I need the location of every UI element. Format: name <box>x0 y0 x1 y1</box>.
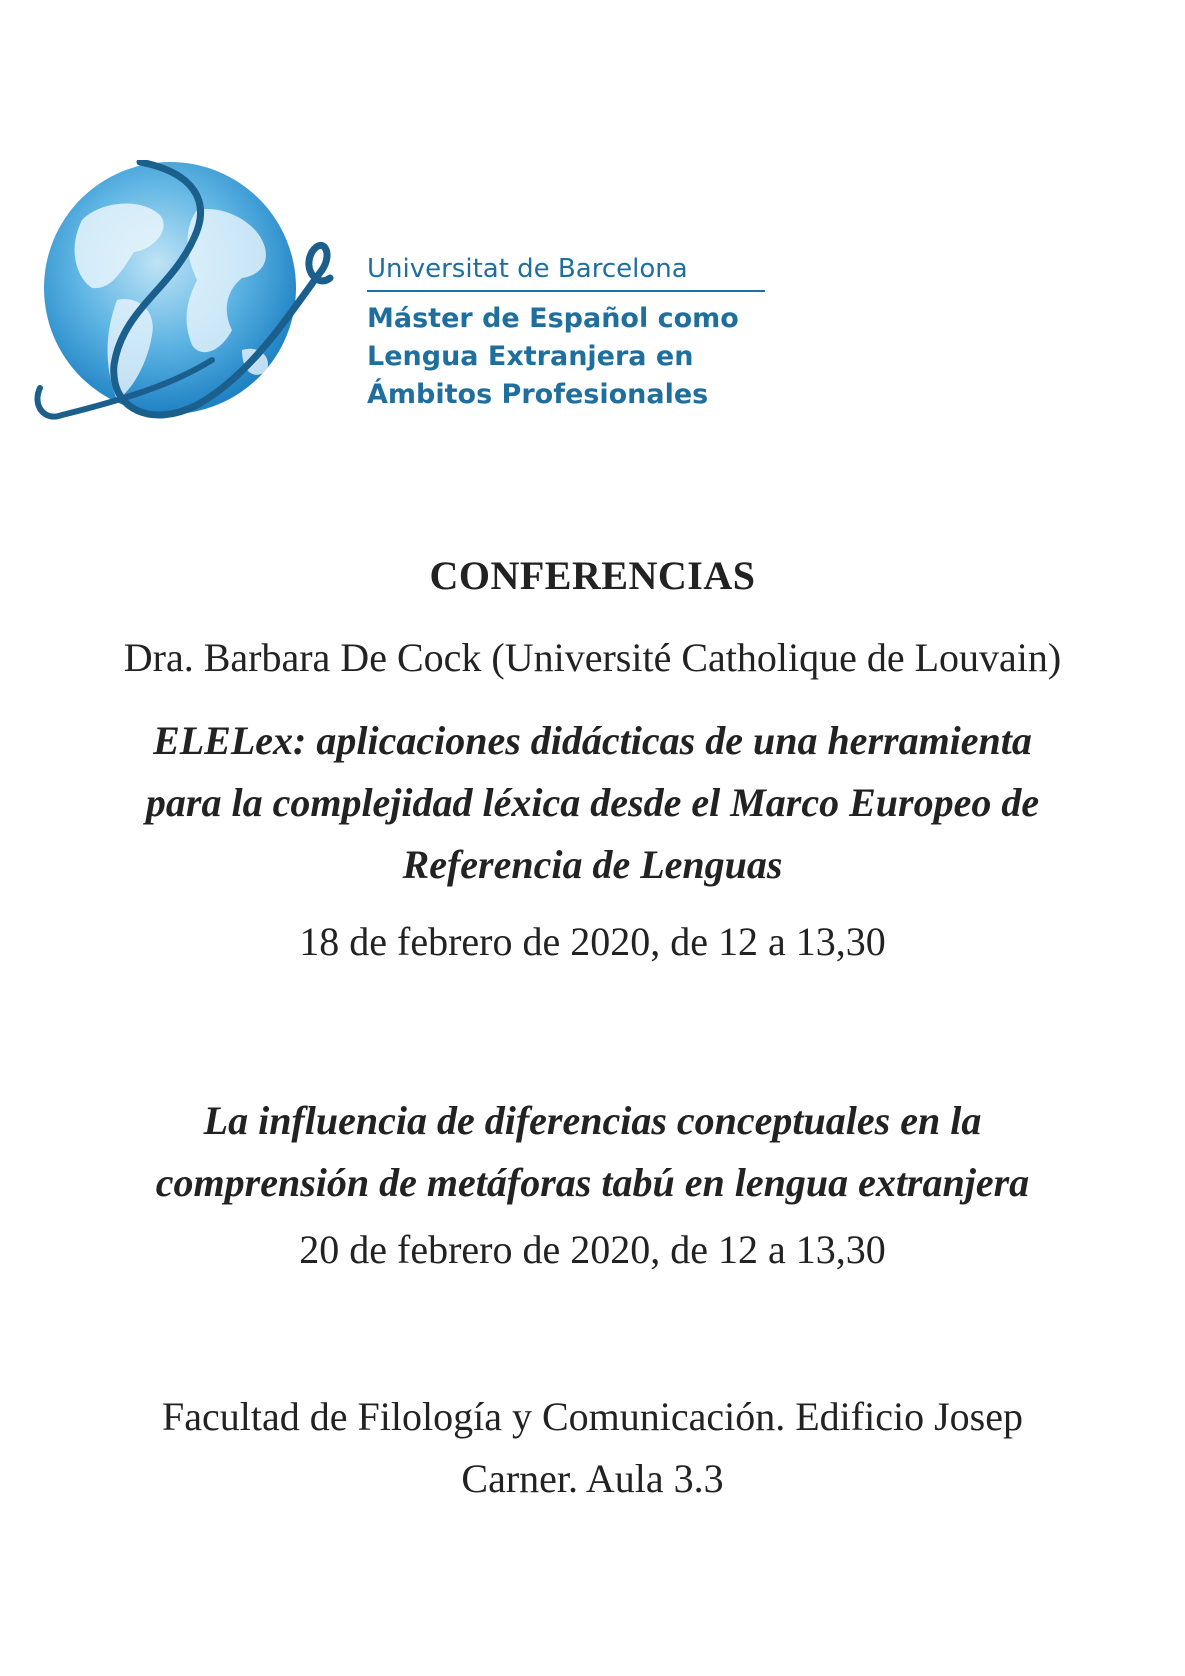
master-logo <box>22 160 782 460</box>
globe-icon <box>22 160 352 460</box>
logo-master-line-3: Ámbitos Profesionales <box>367 379 709 410</box>
logo-master-line-2: Lengua Extranjera en <box>367 341 694 372</box>
talk-2-title-line: La influencia de diferencias conceptuales en la <box>203 1098 982 1143</box>
page-title: CONFERENCIAS <box>429 553 756 598</box>
venue-location <box>0 1386 1185 1510</box>
venue-location-line: Facultad de Filología y Comunicación. Edificio Josep <box>162 1394 1023 1439</box>
talk-1-date: 18 de febrero de 2020, de 12 a 13,30 <box>299 919 886 964</box>
logo-university-name: Universitat de Barcelona <box>367 254 688 284</box>
talk-2-date: 20 de febrero de 2020, de 12 a 13,30 <box>299 1227 886 1272</box>
talk-2-title-line: comprensión de metáforas tabú en lengua extranjera <box>155 1160 1030 1205</box>
talk-1-title-line: Referencia de Lenguas <box>402 842 783 887</box>
talk-2-title <box>0 1090 1185 1214</box>
talk-1-title-line: para la complejidad léxica desde el Marco Europeo de <box>145 780 1040 825</box>
venue-location-line: Carner. Aula 3.3 <box>461 1456 724 1501</box>
logo-master-line-1: Máster de Español como <box>367 303 739 334</box>
logo-text <box>367 252 765 414</box>
logo-divider <box>367 290 765 292</box>
speaker-name: Dra. Barbara De Cock (Université Catholique de Louvain) <box>123 635 1062 680</box>
talk-1-title-line: ELELex: aplicaciones didácticas de una herramienta <box>153 718 1032 763</box>
talk-1-title <box>0 710 1185 896</box>
